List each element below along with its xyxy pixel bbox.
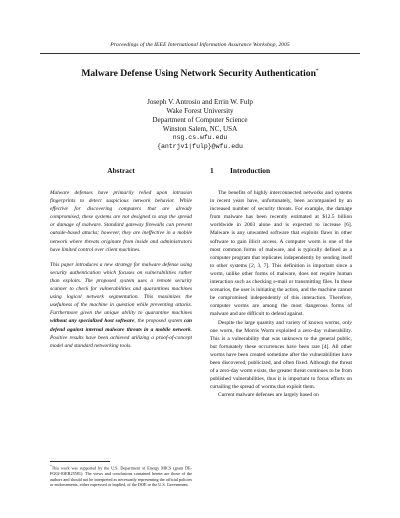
paper-title [30, 68, 370, 79]
author-names: Joseph V. Antrosio and Errin W. Fulp [147, 98, 253, 106]
footnote-rule [50, 461, 110, 462]
author-institution: Wake Forest University [166, 106, 234, 115]
author-email-domain: nsg.cs.wfu.edu [172, 133, 228, 141]
author-location: Winston Salem, NC, USA [162, 124, 238, 133]
introduction-heading [210, 166, 352, 175]
header-rule [40, 53, 360, 54]
footnote-text: This work was supported by the U.S. Department of Energy MICS (grant DE-FG02-03ER25581). The views and conclusions contained herein are those of the authors and should not be interpreted as necessarily representing the official policies or endorsements, either expressed or implied, of the DOE or the U.S. Government. [50, 465, 192, 488]
abstract-p2-part-d: . Positive results have been achieved utilizing a proof-of-concept model and standard networking tools. [50, 326, 192, 349]
footnote-mark: * [50, 464, 52, 468]
abstract-paragraph-1: Malware defenses have primarily relied upon intrusion fingerprints to detect suspicious network behavior. While effective for discovering computers that are already compromised, these systems are not designed to stop the spread or damage of malware. Standard gateway firewalls can prevent outside-based attacks; however, they are ineffective in a mobile network where threats originate from inside and administrators have limited control over client machines. [50, 190, 192, 253]
author-emails: {antrjv1|fulp}@wfu.edu [157, 142, 243, 150]
section-title: Introduction [230, 166, 271, 175]
running-header: Proceedings of the IEEE International Information Assurance Workshop, 2005 [110, 42, 290, 48]
intro-paragraph-2: Despite the large quantity and variety of known worms, only one worm, the Morris Worm exploited a zero-day vulnerability. This is a vulnerability that was unknown to the general public, but fortunately these occurrences have been rare [4]. All other worms have been created sometime after the vulnerabilities have been discovered, publicized, and often fixed. Although the threat of a zero-day worm exists, the greater threat continues to be from published vulnerabilities, thus it is important to focus efforts on curtailing the spread of worms that exploit them. [210, 319, 352, 391]
paper-title-text: Malware Defense Using Network Security Authentication [81, 68, 316, 80]
section-number: 1 [210, 166, 214, 175]
footnote [50, 464, 192, 488]
abstract-p2-part-a: This paper introduces a new strategy for malware defense using security authentication which focuses on vulnerabilities rather than exploits. The proposed system uses a remote security scanner to check for vulnerabilities and quarantines machines using logical network segmentation. This maximizes the usefulness of the machine in question while preventing attacks. Furthermore given the unique ability to quarantine machines [50, 261, 192, 317]
right-column [210, 166, 352, 399]
abstract-p2-part-c: , the proposed system [134, 318, 184, 325]
intro-paragraph-3: Current malware defenses are largely based on [218, 392, 319, 399]
author-block [0, 98, 400, 151]
intro-paragraph-1: The benefits of highly interconnected networks and systems in recent years have, unfortunately, been accompanied by an increased number of security threats. For example, the damage from malware has been recently estimated at $12.5 billion worldwide in 2003 alone and is expected to increase [6]. Malware is any unwanted software that exploits flaws in other software to gain illicit access. A computer worm is one of the most common forms of malware, and is typically defined as a computer program that replicates independently by sending itself to other systems [2, 3, 7]. This definition is important since a worm, unlike other forms of malware, does not require human interaction such as checking e-mail or transmitting files. In these scenarios, the user is initiating the action, and the machine cannot be compromised independently of this interaction. Therefore, computer worms are among the most dangerous forms of malware and are difficult to defend against. [210, 190, 352, 318]
abstract-p2-bold-2: can defend against internal malware threats in a mobile network [50, 318, 192, 333]
left-column [50, 166, 192, 350]
abstract-heading: Abstract [107, 166, 135, 175]
title-footnote-mark: * [315, 68, 319, 74]
author-department: Department of Computer Science [152, 115, 248, 124]
abstract-paragraph-2 [50, 261, 192, 350]
abstract-p2-bold-1: without any specialized host software [50, 318, 135, 325]
